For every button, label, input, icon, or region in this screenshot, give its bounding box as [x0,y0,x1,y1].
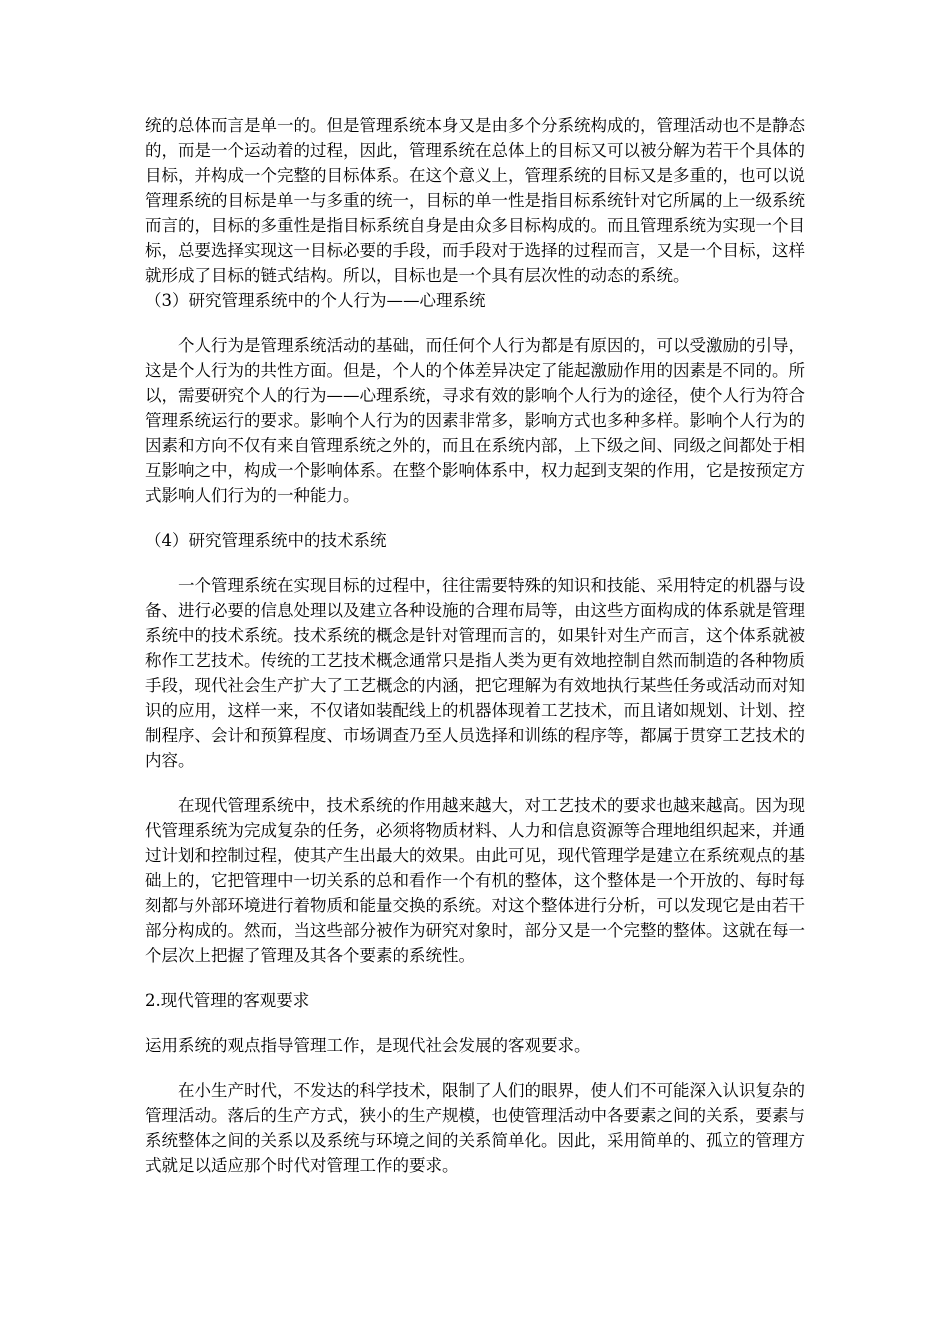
paragraph-modern-management: 在现代管理系统中，技术系统的作用越来越大，对工艺技术的要求也越来越高。因为现代管理系统为完成复杂的任务，必须将物质材料、人力和信息资源等合理地组织起来，并通过计划和控制过程，使其产生出最大的效果。由此可见，现代管理学是建立在系统观点的基础上的，它把管理中一切关系的总和看作一个有机的整体，这个整体是一个开放的、每时每刻都与外部环境进行着物质和能量交换的系统。对这个整体进行分析，可以发现它是由若干部分构成的。然而，当这些部分被作为研究对象时，部分又是一个完整的整体。这就在每一个层次上把握了管理及其各个要素的系统性。 [145,796,805,965]
paragraph-small-production: 在小生产时代，不发达的科学技术，限制了人们的眼界，使人们不可能深入认识复杂的管理活动。落后的生产方式，狭小的生产规模，也使管理活动中各要素之间的关系，要素与系统整体之间的关系以及系统与环境之间的关系简单化。因此，采用简单的、孤立的管理方式就足以适应那个时代对管理工作的要求。 [145,1081,805,1175]
document-body [145,113,805,1178]
heading-technical-system: （4）研究管理系统中的技术系统 [145,531,387,550]
paragraph-individual-behavior: 个人行为是管理系统活动的基础，而任何个人行为都是有原因的，可以受激励的引导，这是个人行为的共性方面。但是，个人的个体差异决定了能起激励作用的因素是不同的。所以，需要研究个人的行为——心理系统，寻求有效的影响个人行为的途径，使个人行为符合管理系统运行的要求。影响个人行为的因素非常多，影响方式也多种多样。影响个人行为的因素和方向不仅有来自管理系统之外的，而且在系统内部，上下级之间、同级之间都处于相互影响之中，构成一个影响体系。在整个影响体系中，权力起到支架的作用，它是按预定方式影响人们行为的一种能力。 [145,336,805,505]
paragraph-technical-system: 一个管理系统在实现目标的过程中，往往需要特殊的知识和技能、采用特定的机器与设备、进行必要的信息处理以及建立各种设施的合理布局等，由这些方面构成的体系就是管理系统中的技术系统。技术系统的概念是针对管理而言的，如果针对生产而言，这个体系就被称作工艺技术。传统的工艺技术概念通常只是指人类为更有效地控制自然而制造的各种物质手段，现代社会生产扩大了工艺概念的内涵，把它理解为有效地执行某些任务或活动而对知识的应用，这样一来，不仅诸如装配线上的机器体现着工艺技术，而且诸如规划、计划、控制程序、会计和预算程度、市场调查乃至人员选择和训练的程序等，都属于贯穿工艺技术的内容。 [145,576,805,770]
heading-objective-requirements: 2.现代管理的客观要求 [145,991,310,1010]
paragraph-system-view: 运用系统的观点指导管理工作，是现代社会发展的客观要求。 [145,1036,591,1055]
paragraph-target-system: 统的总体而言是单一的。但是管理系统本身又是由多个分系统构成的，管理活动也不是静态的，而是一个运动着的过程，因此，管理系统在总体上的目标又可以被分解为若干个具体的目标，并构成一个完整的目标体系。在这个意义上，管理系统的目标又是多重的，也可以说管理系统的目标是单一与多重的统一，目标的单一性是指目标系统针对它所属的上一级系统而言的，目标的多重性是指目标系统自身是由众多目标构成的。而且管理系统为实现一个目标，总要选择实现这一目标必要的手段，而手段对于选择的过程而言，又是一个目标，这样就形成了目标的链式结构。所以，目标也是一个具有层次性的动态的系统。 [145,116,805,285]
heading-psychological-system: （3）研究管理系统中的个人行为——心理系统 [145,291,486,310]
